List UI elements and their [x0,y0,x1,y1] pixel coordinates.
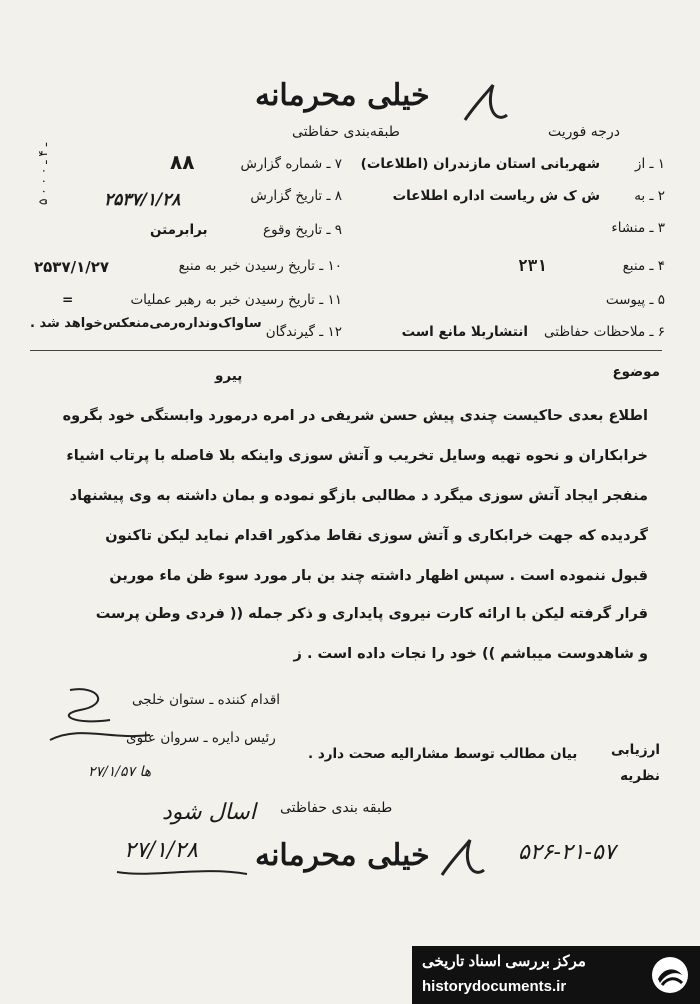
body-line: قرار گرفته لیکن با ارائه کارت نیروی پایداری و ذکر جمله (( فردی وطن پرست [95,606,648,622]
recipients-label: ۱۲ ـ گیرندگان [265,324,342,340]
body-line: قبول ننموده است . سپس اظهار داشته چند بن بار مورد سوء ظن ماء مورین [109,568,648,584]
action-officer: اقدام کننده ـ ستوان خلجی [132,692,281,708]
origin-label: ۳ ـ منشاء [611,220,665,236]
security-notes-label: ۶ ـ ملاحظات حفاظتی [544,324,665,340]
report-date-value: ۲۵۳۷/۱/۲۸ [104,190,181,210]
source-receipt-label: ۱۰ ـ تاریخ رسیدن خبر به منبع [178,258,342,274]
subject-label: موضوع [612,364,660,380]
opinion-label: نظریه [620,768,660,784]
body-line: و شاهدوست میباشم )) خود را نجات داده است . ز [293,646,648,662]
to-value: ش ک ش ریاست اداره اطلاعات [392,188,600,204]
handwritten-mark-top-icon [455,75,515,135]
event-date-label: ۹ ـ تاریخ وقوع [263,222,342,238]
handwritten-note: اسال شود [162,800,256,825]
classification-label: طبقه‌بندی حفاظتی [292,124,400,140]
body-line: گردیده که جهت خرابکاری و آتش سوزی نقاط مذکور اقدام نماید لیکن تاکنون [105,528,648,544]
body-line: منفجر ایجاد آتش سوزی میگرد د مطالبی بازگو نموده و بمان داشته به وی پیشنهاد [69,488,648,504]
recipients-value: ساواک‌ونداره‌رمی‌منعکس‌خواهد شد . [30,316,262,331]
from-value: شهربانی استان مازندران (اطلاعات) [360,156,600,172]
report-number-label: ۷ ـ شماره گزارش [240,156,342,172]
evaluation-value: بیان مطالب توسط مشارالیه صحت دارد . [308,746,578,762]
watermark [412,946,700,1004]
security-notes-value: انتشاربلا مانع است [401,324,528,340]
handwritten-date-left: ۲۷/۱/۵۷ ها [88,764,152,780]
from-label: ۱ ـ از [634,156,665,172]
report-number-value: ۸۸ [170,150,195,174]
ops-receipt-value: = [62,292,74,308]
bottom-classification-stamp: خیلی محرمانه [255,838,430,873]
watermark-url: historydocuments.ir [422,978,567,995]
footer-classification-label: طبقه بندی حفاظتی [280,800,393,816]
document-code: ۵۲۶-۲۱-۵۷ [518,840,616,865]
subject-value: پیرو [215,368,243,384]
department-head: رئیس دایره ـ سروان علوی [126,730,276,746]
event-date-value: برابرمتن [150,222,208,238]
margin-note: ۵ ـ ۴ ـ ۰ ۰ ۰ [36,142,50,205]
body-line: خرابکاران و نحوه تهیه وسایل تخریب و آتش سوزی واینکه بلا فاصله با پرتاب اشیاء [66,448,648,464]
top-classification-stamp: خیلی محرمانه [255,78,430,113]
watermark-title: مرکز بررسی اسناد تاریخی [422,953,586,970]
report-date-label: ۸ ـ تاریخ گزارش [250,188,342,204]
underline-scribble-icon [112,864,252,884]
archive-logo-icon [650,955,690,995]
handwritten-mark-bottom-icon [432,830,492,890]
evaluation-label: ارزیابی [610,742,660,758]
handwritten-date-2: ۲۷/۱/۲۸ [124,838,198,863]
source-receipt-value: ۲۵۳۷/۱/۲۷ [34,258,110,276]
ops-receipt-label: ۱۱ ـ تاریخ رسیدن خبر به رهبر عملیات [130,292,342,308]
priority-label: درجه فوریت [548,124,620,140]
source-label: ۴ ـ منبع [622,258,665,274]
body-line: اطلاع بعدی حاکیست چندی پیش حسن شریفی در امره درمورد وابستگی خود بگروه [62,408,648,424]
header-divider [30,350,662,351]
source-value: ۲۳۱ [518,256,547,275]
to-label: ۲ ـ به [634,188,665,204]
attachment-label: ۵ ـ پیوست [605,292,665,308]
signature-scribble-icon [40,680,160,760]
